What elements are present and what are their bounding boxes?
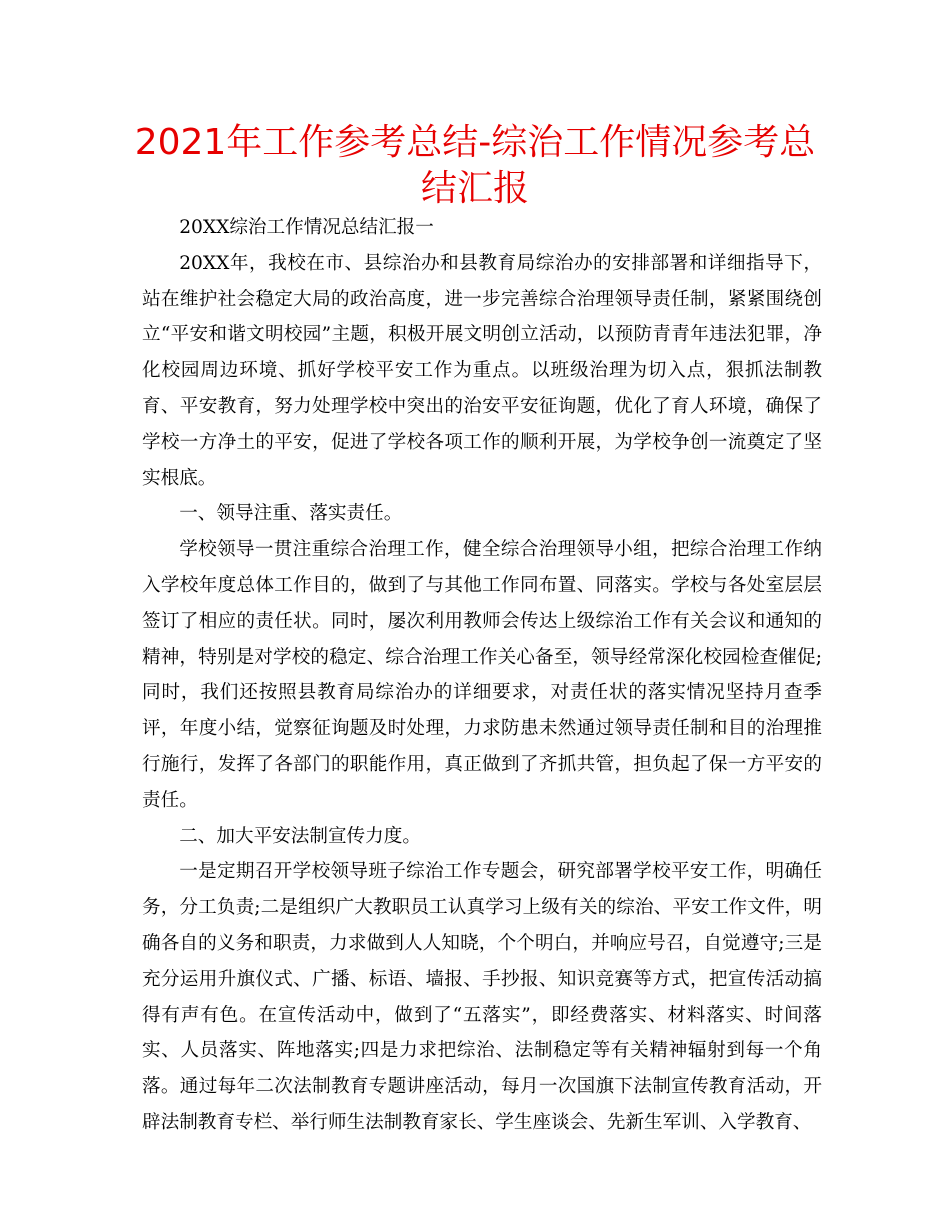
document-body <box>142 210 822 1141</box>
document-title: 2021年工作参考总结-综治工作情况参考总结汇报 <box>134 122 816 209</box>
section-heading: 一、领导注重、落实责任。 <box>179 503 403 525</box>
section-heading: 二、加大平安法制宣传力度。 <box>179 825 421 847</box>
body-paragraph: 一是定期召开学校领导班子综治工作专题会，研究部署学校平安工作，明确任务，分工负责;二是组织广大教职员工认真学习上级有关的综治、平安工作文件，明确各自的义务和职责，力求做到人人知晓，个个明白，并响应号召，自觉遵守;三是充分运用升旗仪式、广播、标语、墙报、手抄报、知识竞赛等方式，把宣传活动搞得有声有色。在宣传活动中，做到了“五落实”，即经费落实、材料落实、时间落实、人员落实、阵地落实;四是力求把综治、法制稳定等有关精神辐射到每一个角落。通过每年二次法制教育专题讲座活动，每月一次国旗下法制宣传教育活动，开辟法制教育专栏、举行师生法制教育家长、学生座谈会、先新生军训、入学教育、 <box>142 861 822 1133</box>
section-heading: 20XX综治工作情况总结汇报一 <box>179 217 434 238</box>
body-paragraph: 20XX年，我校在市、县综治办和县教育局综治办的安排部署和详细指导下，站在维护社会稳定大局的政治高度，进一步完善综合治理领导责任制，紧紧围绕创立“平安和谐文明校园”主题，积极开展文明创立活动，以预防青青年违法犯罪，净化校园周边环境、抓好学校平安工作为重点。以班级治理为切入点，狠抓法制教育、平安教育，努力处理学校中突出的治安平安征询题，优化了育人环境，确保了学校一方净土的平安，促进了学校各项工作的顺利开展，为学校争创一流奠定了坚实根底。 <box>142 252 822 489</box>
body-paragraph: 学校领导一贯注重综合治理工作，健全综合治理领导小组，把综合治理工作纳入学校年度总体工作目的，做到了与其他工作同布置、同落实。学校与各处室层层签订了相应的责任状。同时，屡次利用教师会传达上级综治工作有关会议和通知的精神，特别是对学校的稳定、综合治理工作关心备至，领导经常深化校园检查催促;同时，我们还按照县教育局综治办的详细要求，对责任状的落实情况坚持月查季评，年度小结，觉察征询题及时处理，力求防患未然通过领导责任制和目的治理推行施行，发挥了各部门的职能作用，真正做到了齐抓共管，担负起了保一方平安的责任。 <box>142 539 822 811</box>
